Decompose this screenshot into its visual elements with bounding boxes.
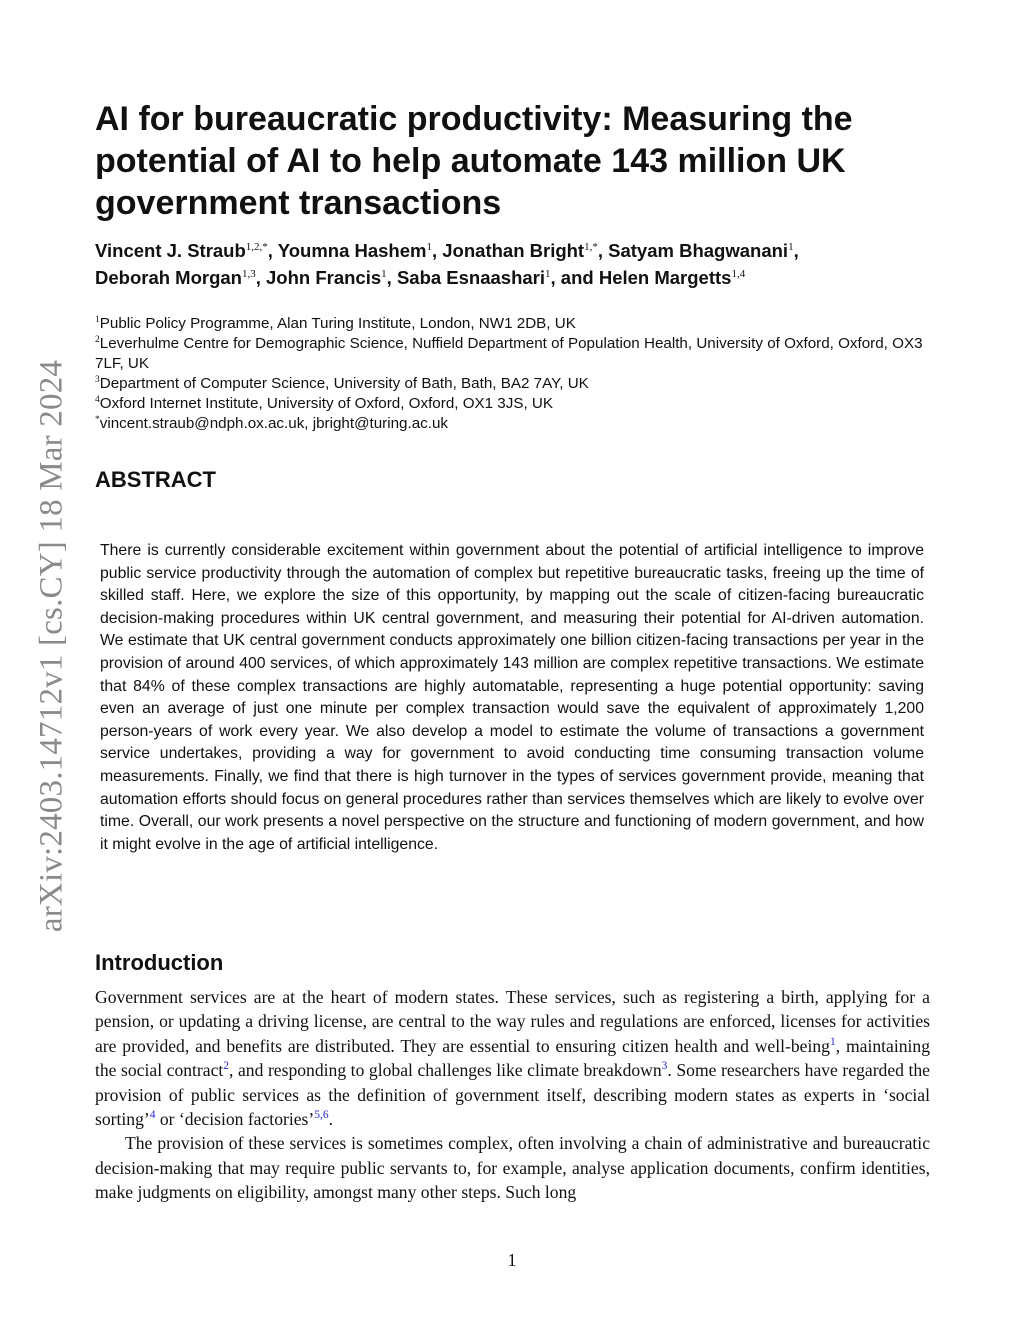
abstract-text: There is currently considerable excitement within government about the potential of artificial intelligence to improve public service productivity through the automation of complex but repetitive bureaucratic tasks, freeing up the time of skilled staff. Here, we explore the size of this opportunity, by mapping out the scale of citizen-facing bureaucratic decision-making procedures within UK central government, and measuring their potential for AI-driven automation. We estimate that UK central government conducts approximately one billion citizen-facing transactions per year in the provision of around 400 services, of which approximately 143 million are complex repetitive transactions. We estimate that 84% of these complex transactions are highly automatable, representing a huge potential opportunity: saving even an average of just one minute per complex transaction would save the equivalent of approximately 1,200 person-years of work every year. We also develop a model to estimate the volume of transactions a government service undertakes, providing a way for government to avoid conducting time consuming transaction volume measurements. Finally, we find that there is high turnover in the types of services government provide, meaning that automation efforts should focus on general procedures rather than services themselves which are likely to evolve over time. Overall, our work presents a novel perspective on the structure and functioning of modern government, and how it might evolve in the age of artificial intelligence. <box>100 542 924 853</box>
author-separator: , <box>597 240 609 261</box>
author-affiliation-marks: 1 <box>545 268 551 280</box>
affiliation-item <box>95 394 925 414</box>
affiliation-text: Leverhulme Centre for Demographic Science, Nuffield Department of Population Health, University of Oxford, Oxford, OX3 7LF, UK <box>95 335 923 372</box>
author-separator: , <box>255 267 267 288</box>
affiliation-text: Oxford Internet Institute, University of Oxford, Oxford, OX1 3JS, UK <box>99 395 554 412</box>
citation-link[interactable]: 4 <box>149 1109 156 1122</box>
author-name: Helen Margetts <box>598 267 732 288</box>
introduction-text-run: Government services are at the heart of modern states. These services, such as registering a birth, applying for a pension, or updating a driving license, are central to the way rules and regulations are enforced, licenses for activities are provided, and benefits are distributed. They are essential to ensuring citizen health and well-being <box>95 987 930 1056</box>
author-separator: , <box>267 240 278 261</box>
introduction-paragraph-1 <box>95 985 930 1131</box>
introduction-text-run: . <box>328 1109 334 1130</box>
affiliation-mark: 2 <box>95 335 100 345</box>
affiliation-item <box>95 314 925 334</box>
introduction-text-run: . Some researchers have regarded the provision of public services as the definition of government itself, describing modern states as experts in ‘social sorting’ <box>95 1060 930 1130</box>
introduction-paragraph-2: The provision of these services is sometimes complex, often involving a chain of administrative and bureaucratic decision-making that may require public servants to, for example, analyse application documents, confirm identities, make judgments on eligibility, amongst many other steps. Such long <box>95 1133 930 1203</box>
introduction-heading: Introduction <box>95 950 224 975</box>
author-separator: , <box>431 240 443 261</box>
author-affiliation-marks: 1,2,* <box>245 241 268 253</box>
citation-link[interactable]: 5,6 <box>314 1109 329 1122</box>
citation-link[interactable]: 2 <box>223 1060 230 1073</box>
affiliation-mark: 4 <box>95 395 100 405</box>
author-name: Youmna Hashem <box>277 240 427 261</box>
author-separator: , <box>386 267 397 288</box>
citation-link[interactable]: 3 <box>661 1060 668 1073</box>
affiliation-mark: 3 <box>95 375 100 385</box>
paper-title: AI for bureaucratic productivity: Measuring the potential of AI to help automate 143 million UK government transactions <box>95 100 853 222</box>
affiliation-mark: * <box>95 415 100 425</box>
author-affiliation-marks: 1,4 <box>731 268 746 280</box>
author-name: Vincent J. Straub <box>95 240 246 261</box>
corresponding-email[interactable]: vincent.straub@ndph.ox.ac.uk, jbright@turing.ac.uk <box>99 415 449 432</box>
author-affiliation-marks: 1,* <box>584 241 598 253</box>
affiliation-text: Department of Computer Science, University of Bath, Bath, BA2 7AY, UK <box>99 375 589 392</box>
author-affiliation-marks: 1 <box>426 241 432 253</box>
page-number: 1 <box>507 1250 517 1270</box>
author-name: John Francis <box>266 267 382 288</box>
abstract-heading: ABSTRACT <box>95 467 216 492</box>
author-affiliation-marks: 1,3 <box>241 268 256 280</box>
author-name: Satyam Bhagwanani <box>608 240 789 261</box>
author-affiliation-marks: 1 <box>788 241 794 253</box>
affiliation-mark: 1 <box>95 315 100 325</box>
introduction-body <box>95 985 930 1205</box>
arxiv-identifier-stamp[interactable]: arXiv:2403.14712v1 [cs.CY] 18 Mar 2024 <box>33 359 70 933</box>
citation-link[interactable]: 1 <box>829 1035 836 1048</box>
affiliation-item <box>95 374 925 394</box>
author-separator: , and <box>550 267 599 288</box>
affiliation-item <box>95 414 925 434</box>
introduction-text-run: , and responding to global challenges like climate breakdown <box>229 1060 662 1081</box>
affiliation-list <box>95 314 925 434</box>
author-name: Saba Esnaashari <box>396 267 546 288</box>
introduction-text-run: , maintaining the social contract <box>95 1035 930 1081</box>
author-name: Deborah Morgan <box>95 267 242 288</box>
introduction-text-run: or ‘decision factories’ <box>155 1109 315 1130</box>
author-name: Jonathan Bright <box>442 240 585 261</box>
affiliation-text: Public Policy Programme, Alan Turing Institute, London, NW1 2DB, UK <box>99 315 576 332</box>
affiliation-item <box>95 334 925 374</box>
author-list <box>95 237 925 291</box>
author-separator: , <box>793 240 799 261</box>
author-affiliation-marks: 1 <box>381 268 387 280</box>
